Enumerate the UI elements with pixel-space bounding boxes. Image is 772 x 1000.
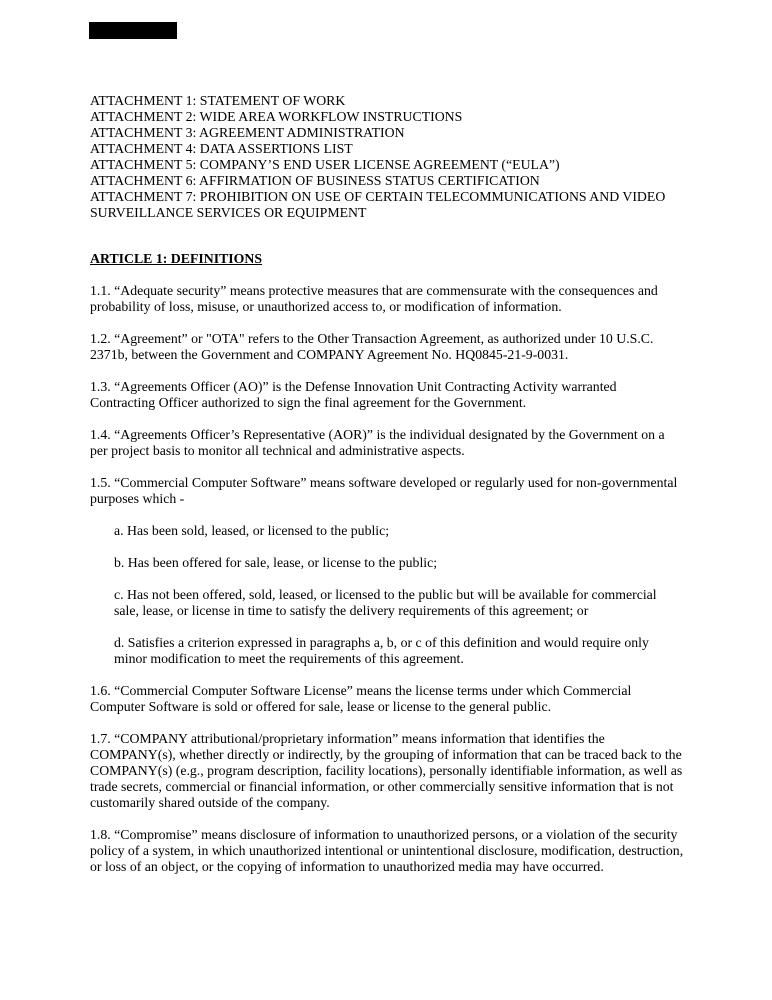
definition-1-1: 1.1. “Adequate security” means protective measures that are commensurate with the consequences and probability of loss, misuse, or unauthorized access to, or modification of information.	[90, 283, 658, 314]
definition-1-3: 1.3. “Agreements Officer (AO)” is the Defense Innovation Unit Contracting Activity warranted Contracting Officer authorized to sign the final agreement for the Government.	[90, 379, 617, 410]
definition-1-7: 1.7. “COMPANY attributional/proprietary information” means information that identifies the COMPANY(s), whether directly or indirectly, by the grouping of information that can be traced back to the COMPANY(s) (e.g., program description, facility locations), personally identifiable information, as well as trade secrets, commercial or financial information, or other commercially sensitive information that is not customarily shared outside of the company.	[90, 731, 683, 810]
attachment-item-2: ATTACHMENT 2: WIDE AREA WORKFLOW INSTRUCTIONS	[90, 109, 463, 124]
attachment-item-4: ATTACHMENT 4: DATA ASSERTIONS LIST	[90, 141, 353, 156]
attachment-item-1: ATTACHMENT 1: STATEMENT OF WORK	[90, 93, 346, 108]
redaction-bar	[89, 22, 177, 39]
definition-1-5-subitem-a: a. Has been sold, leased, or licensed to the public;	[114, 523, 390, 538]
article-heading: ARTICLE 1: DEFINITIONS	[90, 251, 263, 266]
attachment-item-6: ATTACHMENT 6: AFFIRMATION OF BUSINESS STATUS CERTIFICATION	[90, 173, 540, 188]
definition-1-5: 1.5. “Commercial Computer Software” means software developed or regularly used for non-governmental purposes which -	[90, 475, 678, 506]
attachment-item-3: ATTACHMENT 3: AGREEMENT ADMINISTRATION	[90, 125, 405, 140]
definition-1-5-subitem-b: b. Has been offered for sale, lease, or license to the public;	[114, 555, 438, 570]
definition-1-6: 1.6. “Commercial Computer Software License” means the license terms under which Commercial Computer Software is sold or offered for sale, lease or license to the general public.	[90, 683, 632, 714]
definition-1-4: 1.4. “Agreements Officer’s Representative (AOR)” is the individual designated by the Government on a per project basis to monitor all technical and administrative aspects.	[90, 427, 665, 458]
definition-1-5-subitem-c: c. Has not been offered, sold, leased, or licensed to the public but will be available for commercial sale, lease, or license in time to satisfy the delivery requirements of this agreement; or	[114, 587, 657, 618]
definition-1-2: 1.2. “Agreement” or "OTA" refers to the Other Transaction Agreement, as authorized under 10 U.S.C. 2371b, between the Government and COMPANY Agreement No. HQ0845-21-9-0031.	[90, 331, 654, 362]
attachment-list	[90, 93, 684, 221]
attachment-item-5: ATTACHMENT 5: COMPANY’S END USER LICENSE AGREEMENT (“EULA”)	[90, 157, 560, 172]
definition-1-8: 1.8. “Compromise” means disclosure of information to unauthorized persons, or a violation of the security policy of a system, in which unauthorized intentional or unintentional disclosure, modification, destruction, or loss of an object, or the copying of information to unauthorized media may have occurred.	[90, 827, 684, 874]
attachment-item-7: ATTACHMENT 7: PROHIBITION ON USE OF CERTAIN TELECOMMUNICATIONS AND VIDEO SURVEILLANCE SERVICES OR EQUIPMENT	[90, 189, 666, 220]
document-content	[90, 93, 684, 875]
definition-1-5-subitem-d: d. Satisfies a criterion expressed in paragraphs a, b, or c of this definition and would require only minor modification to meet the requirements of this agreement.	[114, 635, 649, 666]
